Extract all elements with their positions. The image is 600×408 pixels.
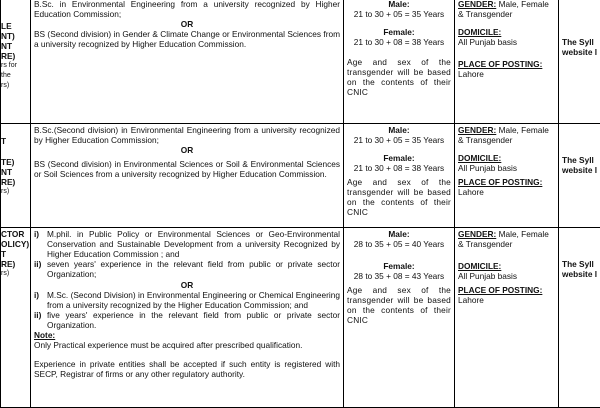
post-title-line [1,0,27,10]
age-cell [344,0,455,124]
post-title-line: NT [1,41,27,51]
post-title-line: CTOR [1,229,27,239]
posting-value: Lahore [458,187,555,197]
female-age: 21 to 30 + 08 = 38 Years [347,163,451,173]
posting-value: Lahore [458,295,555,305]
post-title-line: RE) [1,51,27,61]
qualification-text: BS (Second division) in Gender & Climate Change or Environmental Sciences from a university recognized by Higher Education Commission. [34,29,340,49]
post-title-note: rs) [1,269,27,279]
post-title-line: T [1,136,27,146]
list-item: i) M.Sc. (Second Division) in Environmental Engineering or Chemical Engineering from a university recognized by the Higher Education Commission; and [34,290,340,310]
female-age: 21 to 30 + 08 = 38 Years [347,37,451,47]
gender-value: Male, Female & Transgender [458,125,549,145]
post-title-line: NT) [1,31,27,41]
qualification-text: B.Sc. in Environmental Engineering from a university recognized by Higher Education Commission; [34,0,340,19]
gender-value: Male, Female & Transgender [458,229,549,249]
female-age: 28 to 35 + 08 = 43 Years [347,271,451,281]
male-age: 21 to 30 + 05 = 35 Years [347,135,451,145]
syllabus-text: The Syll [562,259,600,269]
post-title-note: rs for the rs) [1,61,27,91]
female-label: Female: [347,27,451,37]
male-age: 28 to 35 + 05 = 40 Years [347,239,451,249]
table-row [1,124,600,228]
domicile-value: All Punjab basis [458,271,555,281]
syllabus-cell [559,0,600,124]
post-title-line: T [1,249,27,259]
gender-label: GENDER: [458,0,496,9]
note-label: Note: [34,330,340,340]
post-title-line: LE [1,21,27,31]
age-cell [344,124,455,228]
table-row [1,228,600,408]
terms-cell [455,0,559,124]
syllabus-text: The Syll [562,155,600,165]
female-label: Female: [347,261,451,271]
list-item: ii) five years' experience in the relevant field from public or private sector Organization. [34,310,340,330]
qualification-cell [31,0,344,124]
or-label: OR [34,280,340,290]
post-title-line: NT [1,167,27,177]
table-row [1,0,600,124]
gender-label: GENDER: [458,229,496,239]
qualification-list-b [34,290,340,330]
posting-label: PLACE OF POSTING: [458,285,555,295]
posting-value: Lahore [458,69,555,79]
transgender-note: Age and sex of the transgender will be based on the contents of their CNIC [347,285,451,325]
domicile-value: All Punjab basis [458,37,555,47]
qualification-cell [31,124,344,228]
post-title-line [1,10,27,21]
list-item: i) M.phil. in Public Policy or Environmental Sciences or Geo-Environmental Conservation and Sustainable Development from a university Recognized by Higher Education Commission ; and [34,229,340,259]
qualification-list-a [34,229,340,279]
female-label: Female: [347,153,451,163]
domicile-label: DOMICILE: [458,261,555,271]
posting-label: PLACE OF POSTING: [458,59,555,69]
post-title-line: RE) [1,177,27,187]
qualification-cell [31,228,344,408]
syllabus-text: website l [562,269,600,279]
or-label: OR [34,19,340,29]
syllabus-text: website l [562,165,600,175]
terms-cell [455,228,559,408]
post-title-line: RE) [1,259,27,269]
terms-cell [455,124,559,228]
transgender-note: Age and sex of the transgender will be based on the contents of their CNIC [347,57,451,97]
qualification-text: BS (Second division) in Environmental Sciences or Soil & Environmental Sciences or Soil Sciences from a university recognized by Higher Education Commission. [34,159,340,179]
post-title-note: rs) [1,187,27,197]
male-label: Male: [347,0,451,9]
note-text: Experience in private entities shall be accepted if such entity is registered with SECP, Registrar of firms or any other regulatory authority. [34,359,340,379]
domicile-label: DOMICILE: [458,153,555,163]
post-title-cell [1,0,31,124]
transgender-note: Age and sex of the transgender will be based on the contents of their CNIC [347,177,451,217]
male-label: Male: [347,229,451,239]
list-item: ii) seven years' experience in the relevant field from public or private sector Organization; [34,259,340,279]
post-title-line: TE) [1,157,27,167]
male-age: 21 to 30 + 05 = 35 Years [347,9,451,19]
qualification-text: B.Sc.(Second division) in Environmental Engineering from a university recognized by Higher Education Commission; [34,125,340,145]
syllabus-cell [559,228,600,408]
posting-label: PLACE OF POSTING: [458,177,555,187]
gender-value: Male, Female & Transgender [458,0,549,19]
syllabus-cell [559,124,600,228]
gender-label: GENDER: [458,125,496,135]
note-text: Only Practical experience must be acquired after prescribed qualification. [34,340,340,350]
post-title-cell [1,124,31,228]
syllabus-text: The Syll [562,37,600,47]
domicile-value: All Punjab basis [458,163,555,173]
syllabus-text: website l [562,47,600,57]
male-label: Male: [347,125,451,135]
age-cell [344,228,455,408]
post-title-line: OLICY) [1,239,27,249]
domicile-label: DOMICILE: [458,27,555,37]
post-title-cell [1,228,31,408]
or-label: OR [34,145,340,155]
